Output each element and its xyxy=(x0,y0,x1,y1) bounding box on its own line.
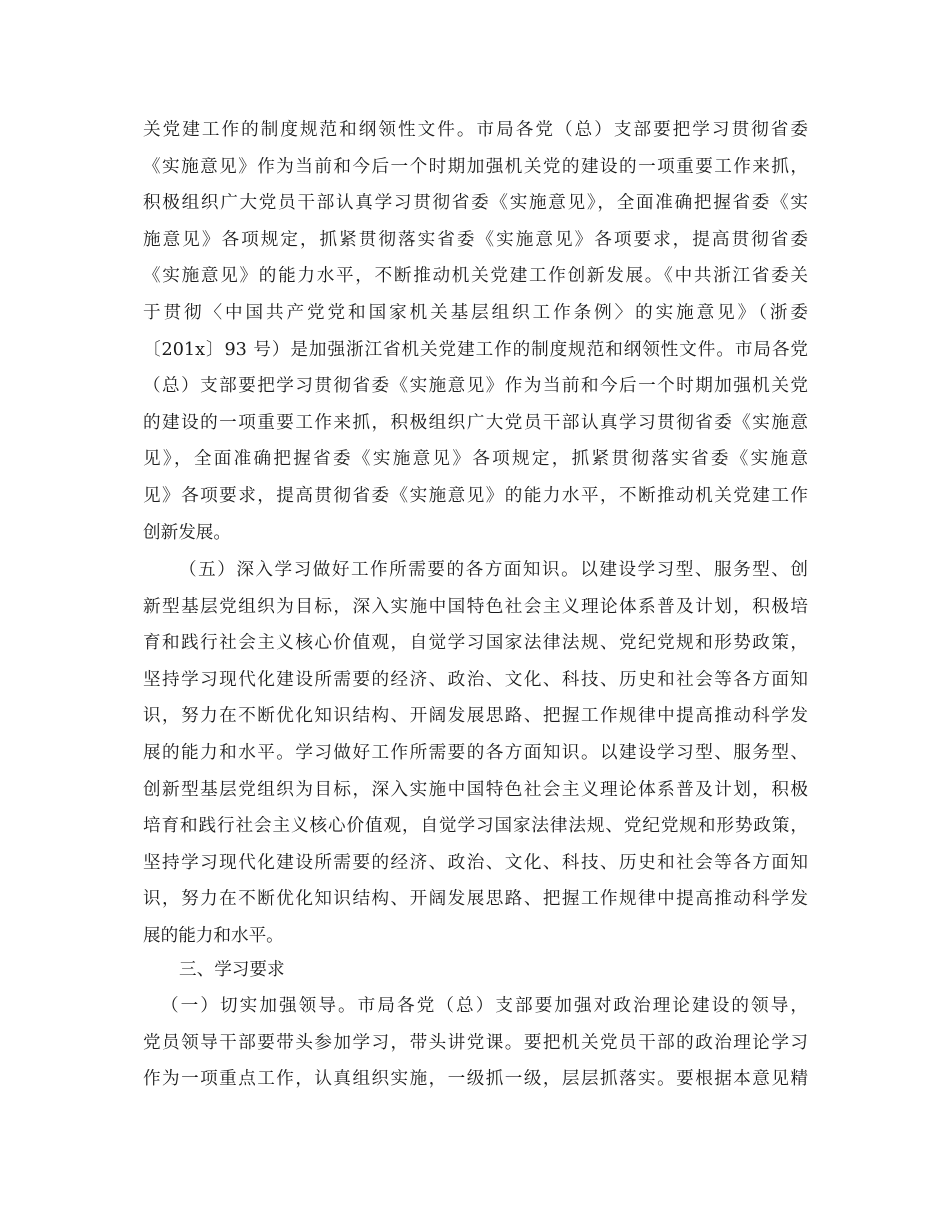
text-line: 作为一项重点工作，认真组织实施，一级抓一级，层层抓落实。要根据本意见精 xyxy=(143,1069,808,1090)
text-line: 见》，全面准确把握省委《实施意见》各项规定，抓紧贯彻落实省委《实施意 xyxy=(143,449,808,470)
text-line: 坚持学习现代化建设所需要的经济、政治、文化、科技、历史和社会等各方面知 xyxy=(143,852,808,873)
text-line: 关党建工作的制度规范和纲领性文件。市局各党（总）支部要把学习贯彻省委 xyxy=(143,120,808,140)
text-line: 新型基层党组织为目标，深入实施中国特色社会主义理论体系普及计划，积极培 xyxy=(143,596,808,617)
text-line: 创新发展。 xyxy=(143,522,231,543)
text-line: 施意见》各项规定，抓紧贯彻落实省委《实施意见》各项要求，提高贯彻省委 xyxy=(143,229,808,250)
text-line: 积极组织广大党员干部认真学习贯彻省委《实施意见》，全面准确把握省委《实 xyxy=(143,193,808,214)
text-line: 党员领导干部要带头参加学习，带头讲党课。要把机关党员干部的政治理论学习 xyxy=(143,1032,808,1053)
text-line: 〔201x〕93 号）是加强浙江省机关党建工作的制度规范和纲领性文件。市局各党 xyxy=(143,339,808,360)
text-line: 育和践行社会主义核心价值观，自觉学习国家法律法规、党纪党规和形势政策， xyxy=(143,633,808,654)
text-line: 识，努力在不断优化知识结构、开阔发展思路、把握工作规律中提高推动科学发 xyxy=(143,889,808,910)
text-line: 展的能力和水平。学习做好工作所需要的各方面知识。以建设学习型、服务型、 xyxy=(143,743,808,763)
text-line: （一）切实加强领导。市局各党（总）支部要加强对政治理论建设的领导， xyxy=(161,996,808,1016)
text-line: 《实施意见》作为当前和今后一个时期加强机关党的建设的一项重要工作来抓， xyxy=(143,156,808,177)
text-line: 培育和践行社会主义核心价值观，自觉学习国家法律法规、党纪党规和形势政策， xyxy=(143,816,808,837)
text-line: 创新型基层党组织为目标，深入实施中国特色社会主义理论体系普及计划，积极 xyxy=(143,779,808,800)
text-line: 的建设的一项重要工作来抓，积极组织广大党员干部认真学习贯彻省委《实施意 xyxy=(143,412,808,433)
text-line: 识，努力在不断优化知识结构、开阔发展思路、把握工作规律中提高推动科学发 xyxy=(143,706,808,727)
text-line: 《实施意见》的能力水平，不断推动机关党建工作创新发展。《中共浙江省委关 xyxy=(143,266,808,287)
text-line: 于贯彻〈中国共产党党和国家机关基层组织工作条例〉的实施意见》（浙委 xyxy=(143,303,808,323)
text-line: （五）深入学习做好工作所需要的各方面知识。以建设学习型、服务型、创 xyxy=(179,560,808,580)
text-line: 展的能力和水平。 xyxy=(143,926,284,946)
text-line: 见》各项要求，提高贯彻省委《实施意见》的能力水平，不断推动机关党建工作 xyxy=(143,486,808,506)
text-line: 坚持学习现代化建设所需要的经济、政治、文化、科技、历史和社会等各方面知 xyxy=(143,669,808,690)
text-line: （总）支部要把学习贯彻省委《实施意见》作为当前和今后一个时期加强机关党 xyxy=(143,376,808,397)
text-line: 三、学习要求 xyxy=(179,960,285,980)
